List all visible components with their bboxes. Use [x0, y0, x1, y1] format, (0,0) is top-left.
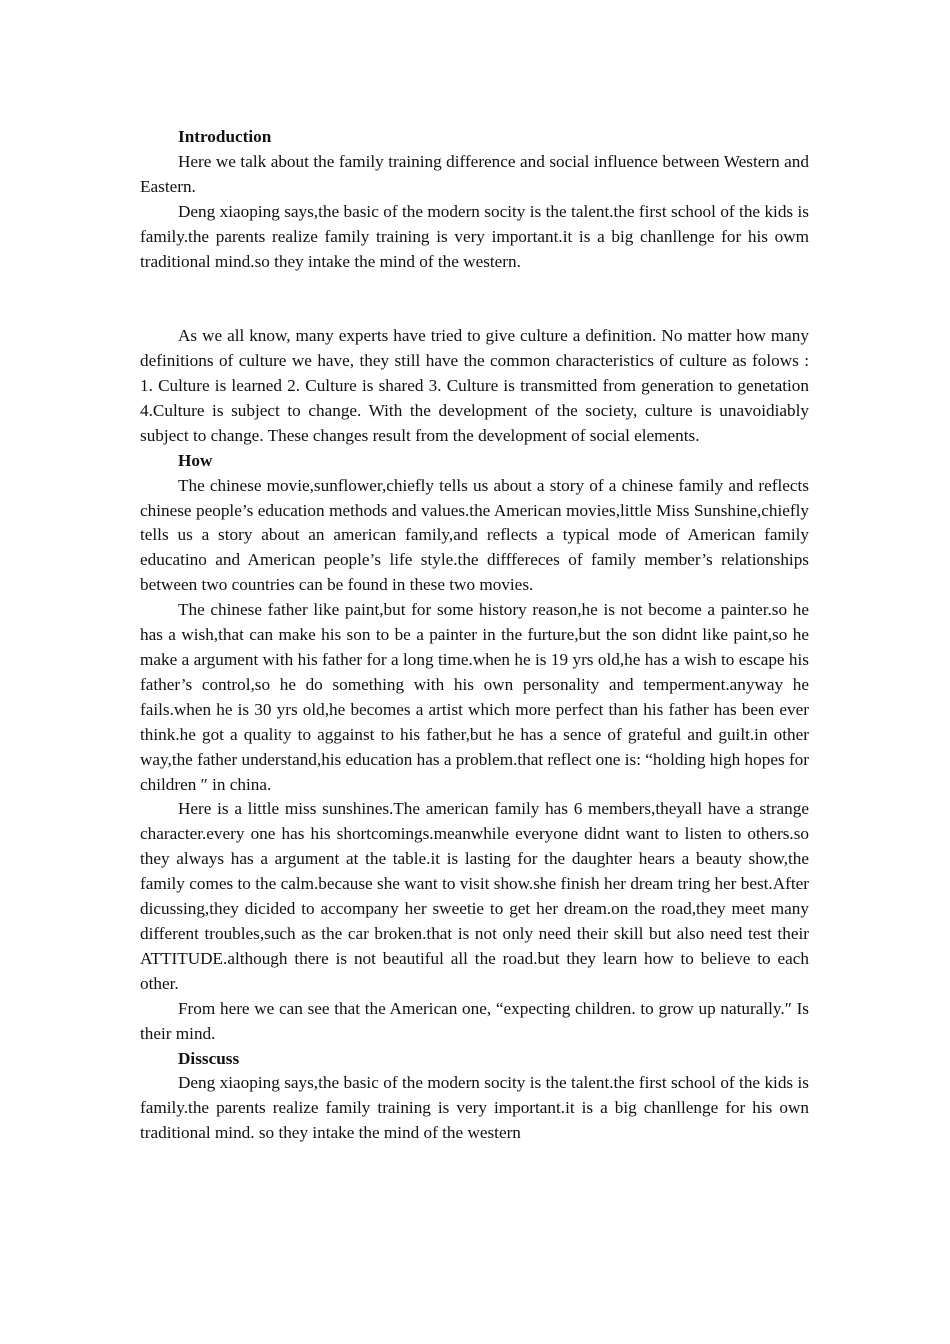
intro-paragraph-1: Here we talk about the family training difference and social influence between Western and Eastern.: [140, 151, 809, 196]
document-page: [140, 125, 809, 1146]
how-paragraph-3: Here is a little miss sunshines.The american family has 6 members,theyall have a strange character.every one has his shortcomings.meanwhile everyone didnt want to listen to others.so they always has a argument at the table.it is lasting for the daughter hears a beauty show,the family comes to the calm.because she want to visit show.she finish her dream tring her best.After dicussing,they dicided to accompany her sweetie to get her dream.on the road,they meet many different troubles,such as the car broken.that is not only need their skill but also need test their ATTITUDE.although there is not beautiful all the road.but they learn how to believe to each other.: [140, 799, 809, 993]
heading-introduction: Introduction: [178, 127, 272, 146]
how-paragraph-4: From here we can see that the American one, “expecting children. to grow up naturally.″ Is their mind.: [140, 998, 809, 1043]
how-paragraph-2: The chinese father like paint,but for some history reason,he is not become a painter.so he has a wish,that can make his son to be a painter in the furture,but the son didnt like paint,so he make a argument with his father for a long time.when he is 19 yrs old,he has a wish to escape his father’s control,so he do something with his own personality and temperment.anyway he fails.when he is 30 yrs old,he becomes a artist which more perfect than his father has been ever think.he got a quality to aggainst to his father,but he has a sence of grateful and guilt.in other way,the father understand,his education has a problem.that reflect one is: “holding high hopes for children ″ in china.: [140, 600, 809, 794]
heading-how: How: [178, 450, 213, 470]
how-paragraph-1: The chinese movie,sunflower,chiefly tells us about a story of a chinese family and reflects chinese people’s education methods and values.the American movies,little Miss Sunshine,chiefly tells us a story about an american family,and reflects a typical mode of American family educatino and American people’s life style.the difffereces of family member’s relationships between two countries can be found in these two movies.: [140, 475, 809, 595]
intro-paragraph-2: Deng xiaoping says,the basic of the modern socity is the talent.the first school of the kids is family.the parents realize family training is very important.it is a big chanllenge for his owm traditional mind.so they intake the mind of the western.: [140, 201, 809, 271]
paragraph-spacer: [140, 274, 809, 324]
heading-discuss: Disscuss: [178, 1048, 240, 1068]
culture-paragraph: As we all know, many experts have tried to give culture a definition. No matter how many definitions of culture we have, they still have the common characteristics of culture as folows : 1. Culture is learned 2. Culture is shared 3. Culture is transmitted from generation to genetation 4.Culture is subject to change. With the development of the society, culture is unavoidiably subject to change. These changes result from the development of social elements.: [140, 326, 809, 445]
discuss-paragraph-1: Deng xiaoping says,the basic of the modern socity is the talent.the first school of the kids is family.the parents realize family training is very important.it is a big chanllenge for his own traditional mind. so they intake the mind of the western: [140, 1073, 809, 1143]
